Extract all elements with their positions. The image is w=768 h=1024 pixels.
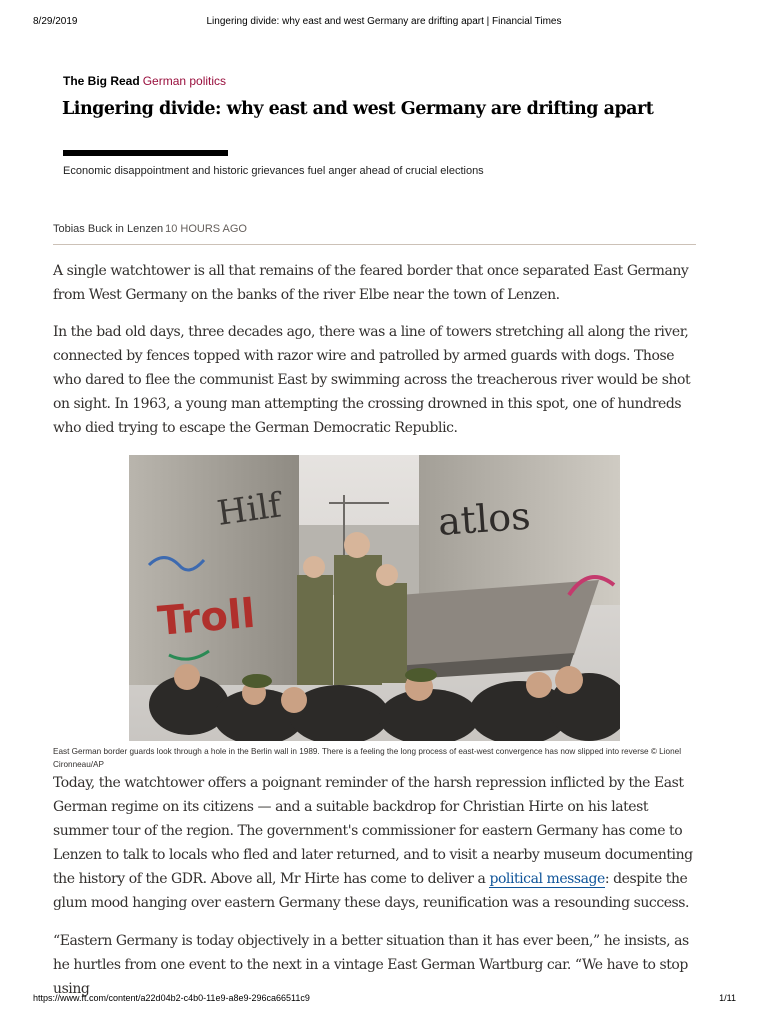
print-footer [0, 993, 768, 1007]
article-standfirst: Economic disappointment and historic grievances fuel anger ahead of crucial elections [63, 165, 484, 177]
paragraph-2: In the bad old days, three decades ago, there was a line of towers stretching all along the river, connected by fences topped with razor wire and patrolled by armed guards with dogs. Those who dared to flee the communist East by swimming across the treacherous river would be shot on sight. In 1963, a young man attempting the crossing drowned in this spot, one of hundreds who died trying to escape the German Democratic Republic. [53, 324, 691, 436]
byline [53, 223, 247, 235]
graffiti-hilf: Hilf [214, 485, 284, 534]
paragraph-4: “Eastern Germany is today objectively in a better situation than it has ever been,” he insists, as he hurtles from one event to the next in a vintage East German Wartburg car. “We have to stop using [53, 933, 689, 997]
berlin-wall-photo [129, 455, 620, 741]
graffiti-atlos: atlos [436, 493, 532, 544]
article-kicker [63, 74, 226, 88]
print-date: 8/29/2019 [33, 16, 78, 27]
article-headline: Lingering divide: why east and west Germany are drifting apart [62, 99, 654, 119]
author-link[interactable]: Tobias Buck in Lenzen [53, 223, 164, 235]
paragraph-3 [53, 771, 698, 915]
print-page-number: 1/11 [719, 993, 736, 1003]
print-header [0, 16, 768, 30]
graffiti-troll: Troll [155, 590, 258, 645]
publish-time: 10 HOURS AGO [165, 223, 247, 235]
topic-link[interactable]: German politics [142, 74, 227, 88]
article-photo [129, 455, 620, 741]
kicker-label: The Big Read [63, 74, 140, 88]
paragraph-3-text-a: Today, the watchtower offers a poignant reminder of the harsh repression inflicted by the East German regime on its citizens — and a suitable backdrop for Christian Hirte on his latest summer tour of the region. The government's commissioner for eastern Germany has come to Lenzen to talk to locals who fled and later returned, and to visit a nearby museum documenting the history of the GDR. Above all, Mr Hirte has come to deliver a [53, 775, 693, 887]
photo-caption: East German border guards look through a hole in the Berlin wall in 1989. There is a feeling the long process of east-west convergence has now slipped into reverse © Lionel Cironneau/AP [53, 747, 682, 769]
paragraph-3-text-b: : despite the glum mood hanging over eastern Germany these days, reunification was a resounding success. [53, 871, 690, 911]
paragraph-1: A single watchtower is all that remains of the feared border that once separated East Germany from West Germany on the banks of the river Elbe near the town of Lenzen. [53, 263, 689, 303]
political-message-link[interactable]: political message [489, 871, 605, 887]
headline-rule [63, 150, 228, 156]
print-page-title: Lingering divide: why east and west Germany are drifting apart | Financial Times [206, 16, 562, 27]
print-url: https://www.ft.com/content/a22d04b2-c4b0-11e9-a8e9-296ca66511c9 [33, 993, 310, 1003]
byline-divider [53, 244, 696, 245]
